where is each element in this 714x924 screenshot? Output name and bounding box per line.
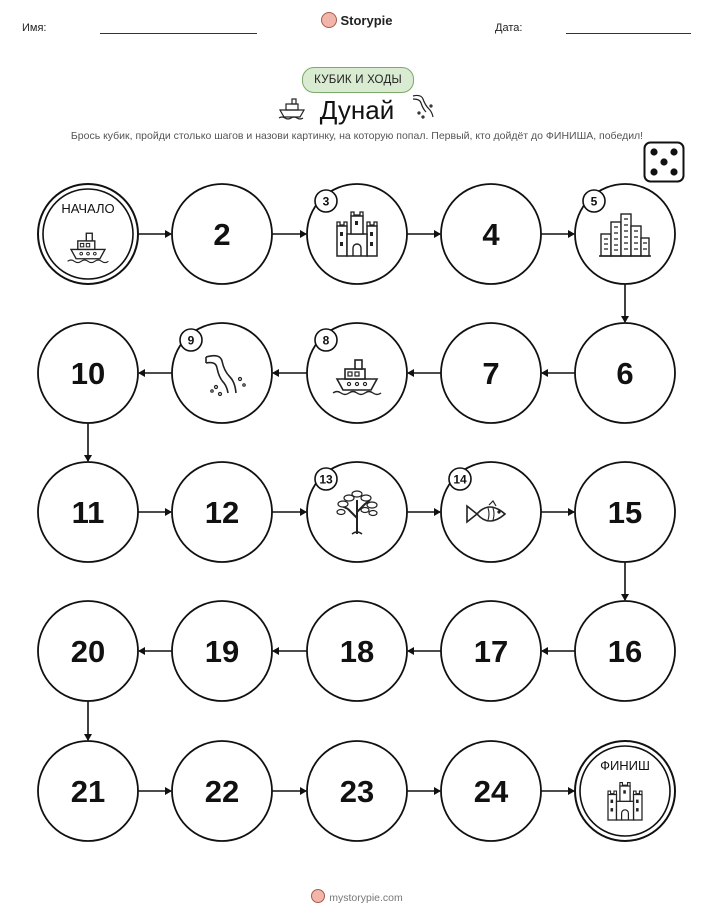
cell-number: 24 <box>473 774 509 809</box>
board-cell <box>38 601 138 701</box>
finish-label: ФИНИШ <box>600 758 650 773</box>
board-cell <box>441 601 541 701</box>
storypie-logo-icon <box>311 889 325 903</box>
cell-number-badge: 14 <box>453 472 467 487</box>
cell-number: 11 <box>71 495 105 530</box>
cell-number-badge: 13 <box>319 472 333 487</box>
cell-number: 18 <box>339 634 375 669</box>
cell-number: 10 <box>70 356 106 391</box>
board-cell <box>172 741 272 841</box>
name-label: Имя: <box>22 22 47 34</box>
cell-number: 12 <box>204 495 240 530</box>
board-cell <box>441 741 541 841</box>
board-cell <box>441 462 541 562</box>
board-cell <box>38 462 138 562</box>
board-cell <box>575 462 675 562</box>
footer <box>0 889 714 904</box>
board-cell <box>307 184 407 284</box>
page-title: Дунай <box>319 95 395 125</box>
start-label: НАЧАЛО <box>61 201 115 216</box>
cell-number: 20 <box>70 634 106 669</box>
cell-number: 16 <box>607 634 643 669</box>
board-cell <box>575 601 675 701</box>
footer-url[interactable]: mystorypie.com <box>329 892 403 904</box>
cell-number-badge: 9 <box>187 333 195 348</box>
board-cell <box>441 323 541 423</box>
cell-number: 4 <box>482 217 500 252</box>
board-cell <box>172 184 272 284</box>
board-cell <box>307 601 407 701</box>
board-cell <box>172 323 272 423</box>
finish-cell <box>575 741 675 841</box>
cell-number: 19 <box>204 634 240 669</box>
cell-number: 6 <box>616 356 634 391</box>
start-cell <box>38 184 138 284</box>
cell-number-badge: 3 <box>322 194 330 209</box>
cell-number: 7 <box>482 356 500 391</box>
cell-number-badge: 5 <box>590 194 598 209</box>
brand-name: Storypie <box>340 13 393 28</box>
cell-number-badge: 8 <box>322 333 330 348</box>
board-cell <box>307 741 407 841</box>
board-cell <box>38 741 138 841</box>
cell-number: 21 <box>70 774 106 809</box>
board-cell <box>38 323 138 423</box>
game-type-badge: КУБИК И ХОДЫ <box>302 67 414 93</box>
cell-number: 22 <box>204 774 240 809</box>
cell-number: 17 <box>473 634 509 669</box>
board-cell <box>307 323 407 423</box>
board-cell <box>441 184 541 284</box>
board-cell <box>575 184 675 284</box>
board-cell <box>172 462 272 562</box>
instructions: Брось кубик, пройди столько шагов и назови картинку, на которую попал. Первый, кто дойдёт до ФИНИША, победил! <box>70 130 644 142</box>
board-cell <box>575 323 675 423</box>
cell-number: 2 <box>213 217 231 252</box>
board-cell <box>307 462 407 562</box>
date-label: Дата: <box>495 22 523 34</box>
cell-number: 15 <box>607 495 643 530</box>
cell-number: 23 <box>339 774 375 809</box>
board-cell <box>172 601 272 701</box>
